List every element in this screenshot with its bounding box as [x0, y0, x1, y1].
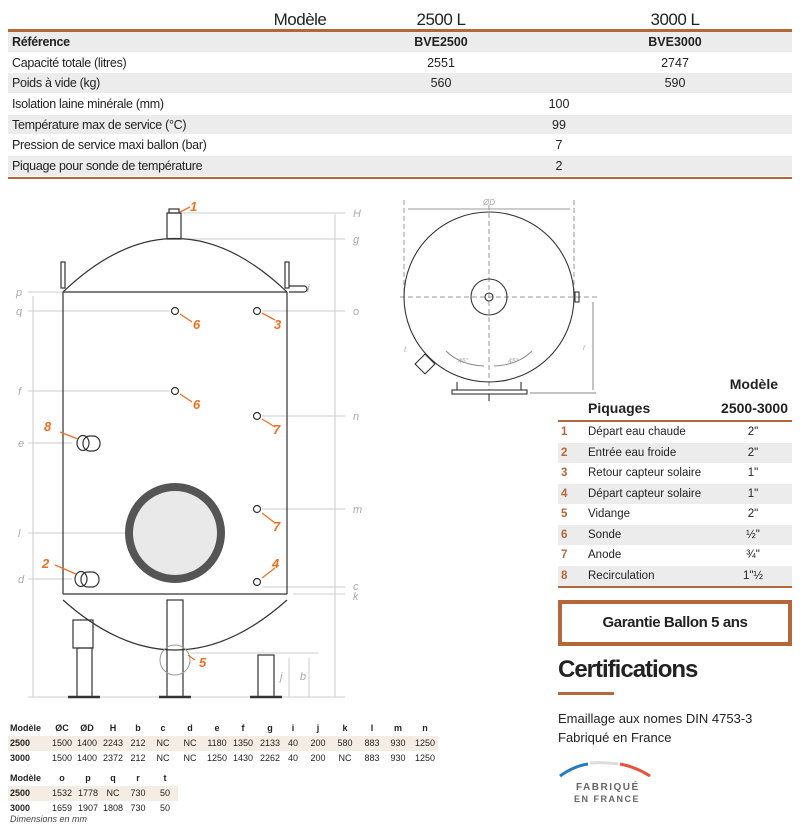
table-cell: p: [85, 773, 91, 783]
table-cell: NC: [156, 738, 170, 748]
table-cell: NC: [338, 753, 352, 763]
callout-5: 5: [199, 655, 207, 670]
callout-7: 7: [273, 519, 281, 534]
callout-1: 1: [190, 199, 198, 214]
table-cell: 930: [390, 753, 406, 763]
table-cell: Modèle: [10, 773, 42, 783]
table-cell: 40: [287, 753, 299, 763]
table-cell: 200: [310, 753, 326, 763]
dim-label-o: o: [353, 306, 360, 318]
dim-label-t: t: [404, 345, 407, 354]
title-underline: [558, 692, 614, 695]
dim-label-m: m: [353, 504, 363, 516]
table-cell: 50: [159, 788, 171, 798]
table-cell: 883: [364, 753, 380, 763]
table-row: 6 Sonde ½": [558, 525, 792, 546]
table-row: 4 Départ capteur solaire 1": [558, 484, 792, 505]
guarantee-box: Garantie Ballon 5 ans: [558, 600, 792, 646]
dim-label-q: q: [16, 306, 23, 318]
dim-label-g: g: [353, 234, 360, 246]
table-cell: 200: [310, 738, 326, 748]
table-cell: 1430: [232, 753, 254, 763]
fabrique-en-france-logo: [558, 758, 658, 806]
table-cell: 930: [390, 738, 406, 748]
table-cell: i: [291, 723, 295, 733]
certifications-title: Certifications: [558, 656, 698, 683]
table-cell: 2262: [259, 753, 281, 763]
callout-6: 6: [193, 317, 201, 332]
table-cell: H: [109, 723, 117, 733]
table-cell: 1500: [51, 738, 73, 748]
callout-7: 7: [273, 422, 281, 437]
table-cell: 212: [130, 738, 146, 748]
callout-3: 3: [274, 317, 282, 332]
col-3000: 3000 L: [650, 10, 700, 29]
table-cell: 730: [130, 803, 146, 813]
table-cell: 1500: [51, 753, 73, 763]
table-cell: 1400: [76, 753, 98, 763]
piquages-header: Piquages: [588, 400, 651, 416]
table-cell: 212: [130, 753, 146, 763]
table-cell: 2500: [10, 738, 31, 748]
table-cell: 3000: [10, 803, 31, 813]
spec-row: Poids à vide (kg) 560 590: [8, 73, 792, 94]
table-cell: 1808: [102, 803, 124, 813]
spec-row: Piquage pour sonde de température 2: [8, 156, 792, 177]
table-row: 8 Recirculation 1"½: [558, 566, 792, 587]
table-cell: 1659: [51, 803, 73, 813]
table-cell: 1250: [414, 753, 436, 763]
spec-row: Capacité totale (litres) 2551 2747: [8, 53, 792, 74]
table-row: 3 Retour capteur solaire 1": [561, 467, 759, 479]
table-row: 5 Vidange 2": [561, 508, 759, 520]
dim-label-f: f: [18, 386, 22, 398]
table-cell: ØC: [55, 723, 69, 733]
dimensions-table-2: [8, 771, 178, 816]
angle-label: 45°: [458, 358, 469, 365]
table-cell: 1250: [206, 753, 228, 763]
table-row: 7 Anode ¾": [561, 549, 760, 561]
table-cell: 730: [130, 788, 146, 798]
table-cell: 1400: [76, 738, 98, 748]
table-cell: o: [59, 773, 65, 783]
dim-label-k: k: [353, 591, 359, 603]
dim-label-D: ØD: [483, 198, 495, 207]
dimensions-table-1: [8, 721, 438, 766]
table-cell: 40: [287, 738, 299, 748]
table-row: 2 Entrée eau froide 2": [558, 443, 792, 464]
angle-label: 45°: [508, 358, 519, 365]
table-cell: d: [187, 723, 193, 733]
table-cell: 1350: [232, 738, 254, 748]
tank-top-diagram: [380, 190, 620, 410]
table-cell: 2243: [102, 738, 124, 748]
table-cell: 883: [364, 738, 380, 748]
dim-label-p: p: [16, 287, 23, 299]
callout-4: 4: [272, 556, 280, 571]
dim-label-j: j: [280, 671, 283, 683]
table-row: [8, 736, 438, 751]
table-cell: t: [163, 773, 167, 783]
dim-label-n: n: [353, 411, 360, 423]
dim-label-H: H: [353, 208, 361, 220]
callout-6: 6: [193, 397, 201, 412]
table-cell: e: [214, 723, 220, 733]
dim-label-i: i: [307, 283, 310, 295]
model-header: Modèle: [273, 10, 327, 29]
table-cell: 1532: [51, 788, 73, 798]
callout-8: 8: [44, 419, 52, 434]
cert-line: Fabriqué en France: [558, 730, 672, 745]
callout-2: 2: [42, 556, 50, 571]
spec-row: Température max de service (°C) 99: [8, 115, 792, 136]
divider: [558, 586, 792, 588]
table-cell: NC: [183, 753, 197, 763]
table-cell: m: [393, 723, 403, 733]
size-header: 2500-3000: [721, 400, 788, 416]
table-cell: 1778: [77, 788, 99, 798]
table-header-row: [8, 771, 178, 786]
table-cell: NC: [156, 753, 170, 763]
table-cell: NC: [183, 738, 197, 748]
dim-label-e: e: [18, 438, 25, 450]
table-cell: k: [342, 723, 348, 733]
table-cell: Modèle: [10, 723, 42, 733]
cert-line: Emaillage aux nomes DIN 4753-3: [558, 711, 753, 726]
table-cell: j: [316, 723, 320, 733]
table-cell: r: [136, 773, 140, 783]
table-cell: 2500: [10, 788, 31, 798]
table-cell: 1180: [207, 738, 227, 748]
table-cell: 2372: [102, 753, 124, 763]
logo-text: FABRIQUÉ: [576, 782, 640, 793]
logo-text: EN FRANCE: [574, 794, 641, 804]
dim-label-l: l: [18, 528, 21, 540]
table-header-row: [8, 721, 438, 736]
table-cell: ØD: [80, 723, 94, 733]
dim-label-r: r: [583, 343, 586, 352]
table-cell: g: [267, 723, 273, 733]
table-cell: 3000: [10, 753, 31, 763]
table-cell: 50: [159, 803, 171, 813]
table-cell: b: [135, 723, 141, 733]
table-cell: NC: [106, 788, 120, 798]
table-row: 1 Départ eau chaude 2": [561, 426, 759, 438]
spec-row: Pression de service maxi ballon (bar) 7: [8, 135, 792, 156]
spec-row: Isolation laine minérale (mm) 100: [8, 94, 792, 115]
dim-label-b: b: [300, 671, 307, 683]
table-row: [8, 751, 438, 766]
table-cell: l: [370, 723, 374, 733]
dim-label-d: d: [18, 574, 25, 586]
col-2500: 2500 L: [416, 10, 466, 29]
table-cell: 580: [337, 738, 353, 748]
table-cell: c: [160, 723, 166, 733]
dim-label-c: c: [353, 581, 359, 593]
table-row: [8, 786, 178, 801]
dimensions-note: Dimensions en mm: [10, 814, 88, 824]
tank-front-diagram: [0, 0, 380, 715]
table-cell: 2133: [259, 738, 281, 748]
table-cell: 1250: [414, 738, 436, 748]
table-cell: q: [110, 773, 116, 783]
spec-row: Référence BVE2500 BVE3000: [8, 32, 792, 53]
table-cell: 1907: [77, 803, 99, 813]
table-cell: f: [241, 723, 245, 733]
table-cell: n: [422, 723, 428, 733]
